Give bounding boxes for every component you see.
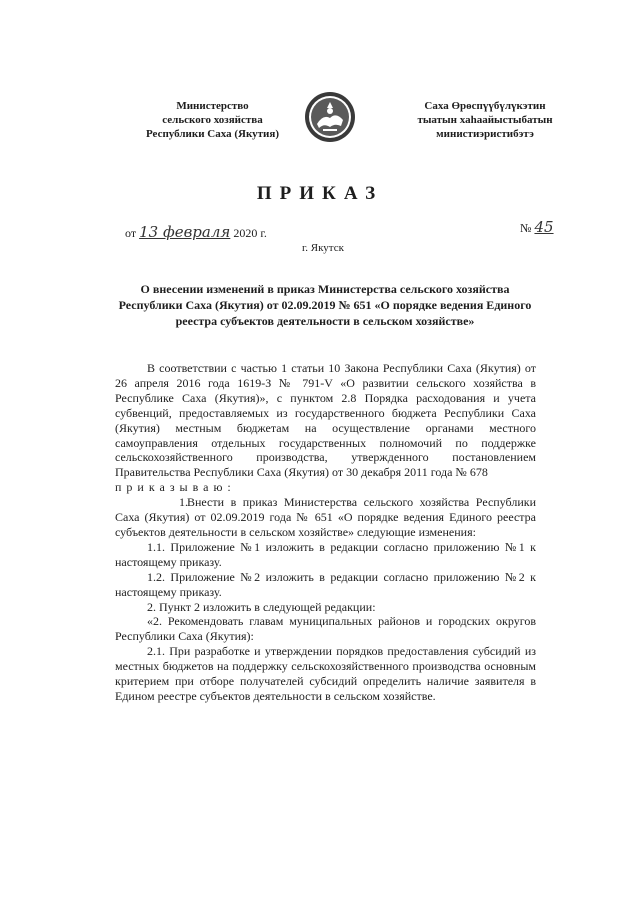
city: г. Якутск [302, 242, 344, 254]
date-prefix: от [125, 226, 137, 240]
header-left-line: сельского хозяйства [162, 114, 263, 126]
handwritten-date: 13 февраля [139, 223, 231, 241]
order-date [125, 223, 267, 241]
header-right-line: тыатын хаһаайыстыбатын [417, 114, 553, 126]
header-left-line: Министерство [176, 100, 249, 112]
coat-of-arms-emblem [303, 90, 357, 144]
item-1-2: 1.2. Приложение №2 изложить в редакции согласно приложению №2 к настоящему приказу. [115, 569, 536, 599]
header-right-line: министиэристибэтэ [436, 128, 534, 140]
ministry-name-ru [120, 99, 305, 141]
header-left-line: Республики Саха (Якутия) [145, 128, 280, 140]
number-prefix: № [520, 221, 532, 235]
header-right-line: Саха Өрөспүүбүлүкэтин [424, 100, 546, 112]
item-2: 2. Пункт 2 изложить в следующей редакции: [147, 599, 376, 614]
order-subject: О внесении изменений в приказ Министерства сельского хозяйства Республики Саха (Якутия) от 02.09.2019 № 651 «О порядке ведения Единого реестра субъектов деятельности в сельском хозяйстве» [118, 282, 532, 328]
preamble-paragraph: В соответствии с частью 1 статьи 10 Закона Республики Саха (Якутия) от 26 апреля 2016 года 1619-З № 791-V «О развитии сельского хозяйства в Республике Саха (Якутия)», с пунктом 2.8 Порядка расходования и учета субвенций, предоставляемых из государственного бюджета Республики Саха (Якутия) местным бюджетам на осуществление органами местного самоуправления отдельных государственных полномочий по поддержке сельскохозяйственного производства, утвержденного постановлением Правительства Республики Саха (Якутия) от 30 декабря 2011 года № 678 [115, 361, 536, 480]
item-1 [115, 495, 536, 540]
item-2-quote: «2. Рекомендовать главам муниципальных районов и городских округов Республики Саха (Якутия): [115, 614, 536, 644]
order-number [520, 218, 554, 236]
order-word: приказываю: [115, 480, 236, 495]
item-1-number: 1. [179, 495, 188, 510]
date-year: 2020 г. [233, 226, 267, 240]
ministry-name-sakha [385, 99, 585, 141]
document-title: ПРИКАЗ [256, 183, 384, 204]
item-1-1: 1.1. Приложение №1 изложить в редакции согласно приложению №1 к настоящему приказу. [115, 539, 536, 569]
item-2-1: 2.1. При разработке и утверждении порядков предоставления субсидий из местных бюджетов на поддержку сельскохозяйственного производства основным критерием при отборе получателей субсидий определить наличие заявителя в Едином реестре субъектов деятельности в сельском хозяйстве. [115, 644, 536, 703]
handwritten-number: 45 [534, 218, 554, 236]
order-body [115, 361, 536, 704]
item-1-text: Внести в приказ Министерства сельского хозяйства Республики Саха (Якутия) от 02.09.2019 года № 651 «О порядке ведения Единого реестра субъектов деятельности в сельском хозяйстве» следующие изменения: [115, 495, 536, 539]
